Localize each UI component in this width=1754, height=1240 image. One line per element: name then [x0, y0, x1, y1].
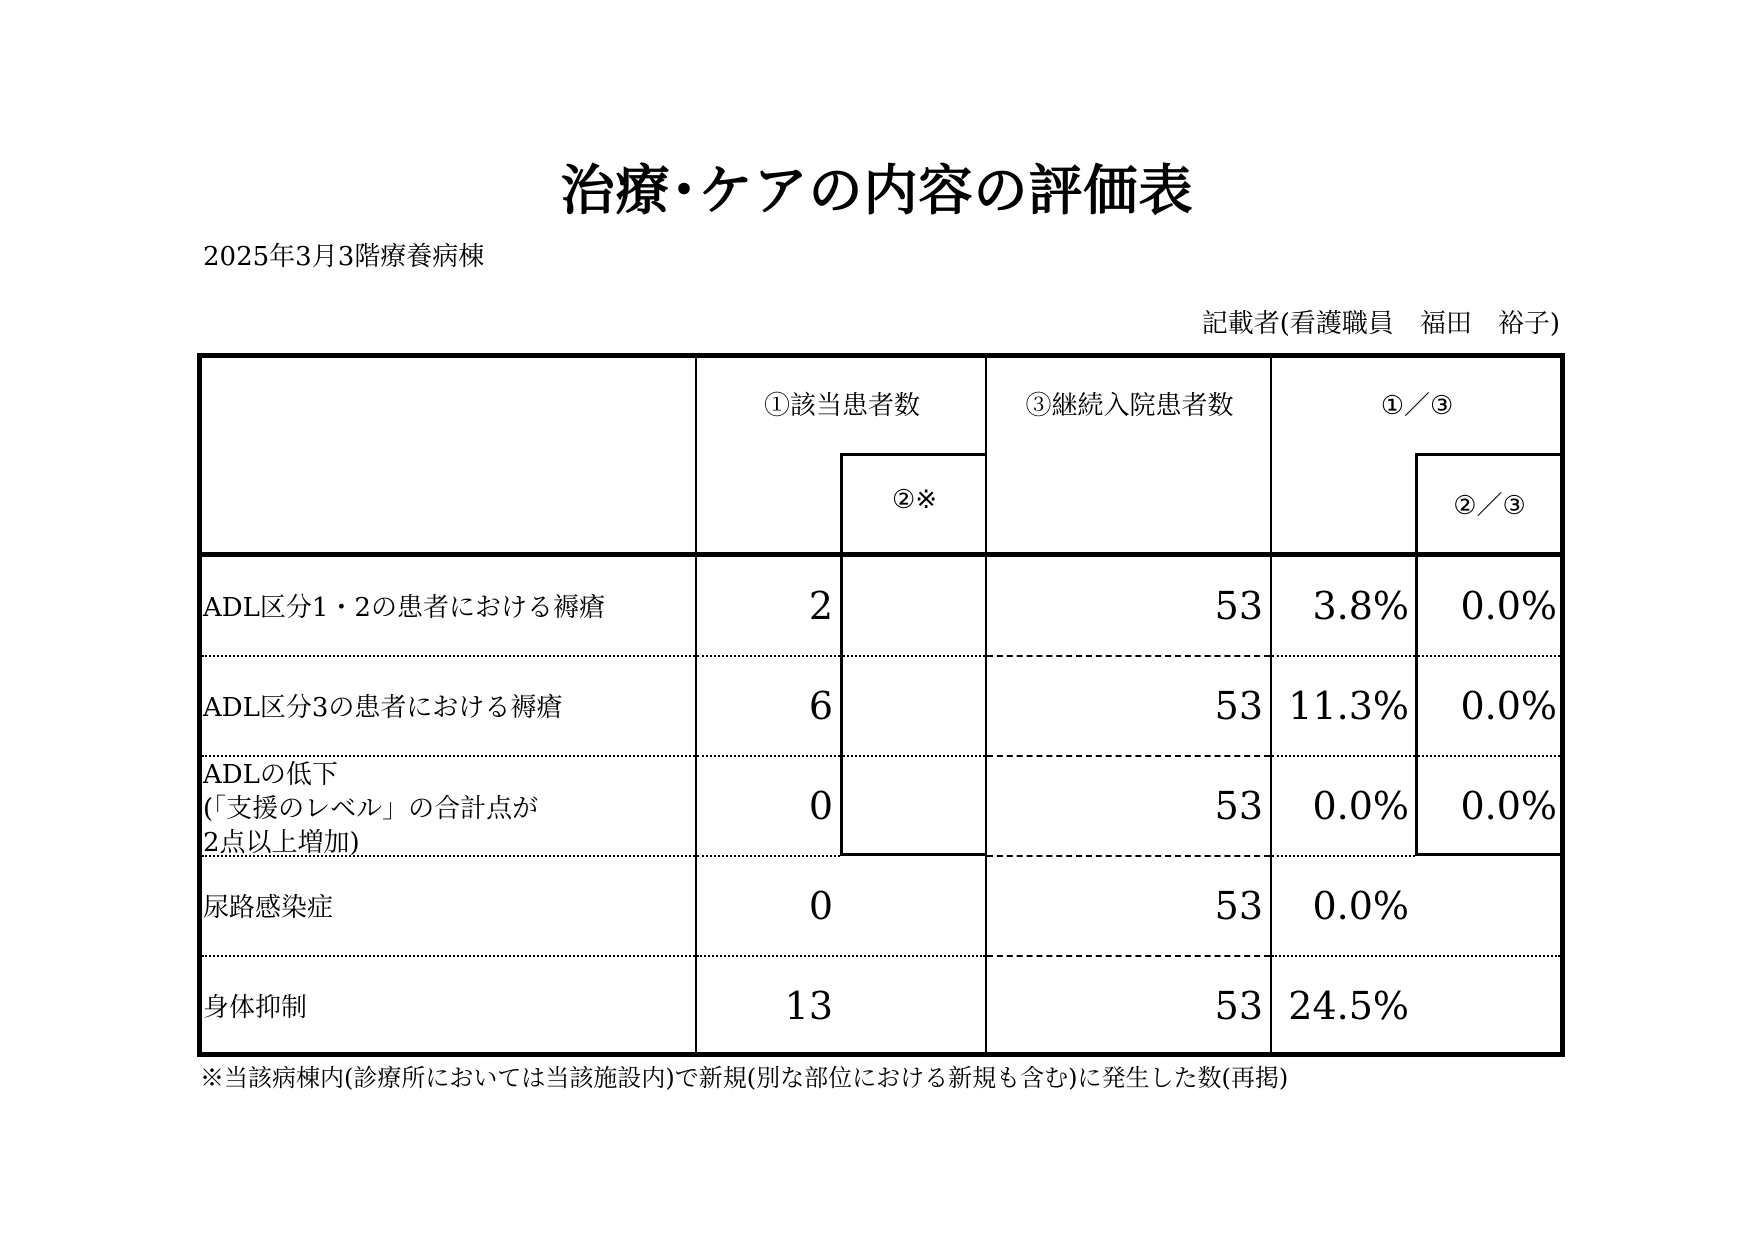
cell-ratio: 11.3%: [1288, 684, 1409, 728]
header-eligible-patients: ①該当患者数: [763, 391, 920, 421]
table-border-bottom: [197, 1052, 1565, 1057]
cell-ratio: 0.0%: [1312, 784, 1409, 828]
ward-period: 2025年3月3階療養病棟: [203, 242, 485, 272]
row-divider: [987, 955, 1270, 957]
row-divider: [697, 955, 985, 957]
header-new-onset-ratio: ②／③: [1453, 491, 1526, 521]
row-divider: [202, 855, 695, 857]
subbox-bottom: [840, 853, 987, 856]
cell-count: 2: [808, 584, 833, 628]
row-label: ADLの低下 (「支援のレベル」の合計点が 2点以上増加): [203, 760, 539, 858]
cell-count: 6: [808, 684, 833, 728]
row-divider: [987, 755, 1270, 757]
cell-continuing: 53: [1214, 684, 1263, 728]
row-label: 尿路感染症: [203, 893, 334, 923]
cell-count: 13: [784, 984, 833, 1028]
row-divider: [843, 755, 985, 757]
row-divider: [1272, 755, 1415, 757]
row-divider: [202, 955, 695, 957]
row-label: ADL区分3の患者における褥瘡: [203, 693, 563, 723]
table-border-right: [1560, 353, 1565, 1057]
footnote: ※当該病棟内(診療所においては当該施設内)で新規(別な部位における新規も含む)に発生した数(再掲): [200, 1064, 1289, 1092]
cell-ratio: 0.0%: [1312, 884, 1409, 928]
row-divider: [987, 655, 1270, 657]
cell-continuing: 53: [1214, 784, 1263, 828]
cell-new-onset-ratio: 0.0%: [1460, 784, 1557, 828]
row-divider: [843, 655, 985, 657]
header-ratio: ①／③: [1380, 391, 1454, 421]
row-divider: [1418, 655, 1560, 657]
row-divider: [697, 855, 840, 857]
subbox-bottom: [1415, 853, 1565, 856]
subbox-top: [840, 453, 987, 456]
row-divider: [1418, 755, 1560, 757]
row-divider: [1272, 855, 1415, 857]
table-border-left: [197, 353, 202, 1057]
row-divider: [697, 755, 840, 757]
cell-ratio: 3.8%: [1312, 584, 1409, 628]
cell-continuing: 53: [1214, 884, 1263, 928]
cell-ratio: 24.5%: [1288, 984, 1409, 1028]
cell-new-onset-ratio: 0.0%: [1460, 684, 1557, 728]
cell-continuing: 53: [1214, 584, 1263, 628]
header-divider: [197, 552, 1565, 557]
row-divider: [987, 855, 1270, 857]
column-divider: [985, 353, 987, 1057]
evaluation-table: [197, 353, 1565, 1057]
table-border-top: [197, 353, 1565, 358]
cell-continuing: 53: [1214, 984, 1263, 1028]
cell-count: 0: [808, 784, 833, 828]
column-divider: [695, 353, 697, 1057]
row-divider: [202, 755, 695, 757]
row-divider: [1272, 955, 1560, 957]
recorder-name: 記載者(看護職員 福田 裕子): [1201, 309, 1560, 339]
header-new-onset: ②※: [891, 485, 938, 515]
subbox-top: [1415, 453, 1565, 456]
header-continuing-patients: ③継続入院患者数: [1025, 391, 1234, 421]
cell-new-onset-ratio: 0.0%: [1460, 584, 1557, 628]
row-label: ADL区分1・2の患者における褥瘡: [203, 593, 605, 623]
row-divider: [697, 655, 840, 657]
row-divider: [1272, 655, 1415, 657]
page-title: 治療･ケアの内容の評価表: [560, 159, 1194, 222]
row-divider: [202, 655, 695, 657]
row-label: 身体抑制: [203, 993, 308, 1023]
column-divider: [1270, 353, 1272, 1057]
cell-count: 0: [808, 884, 833, 928]
